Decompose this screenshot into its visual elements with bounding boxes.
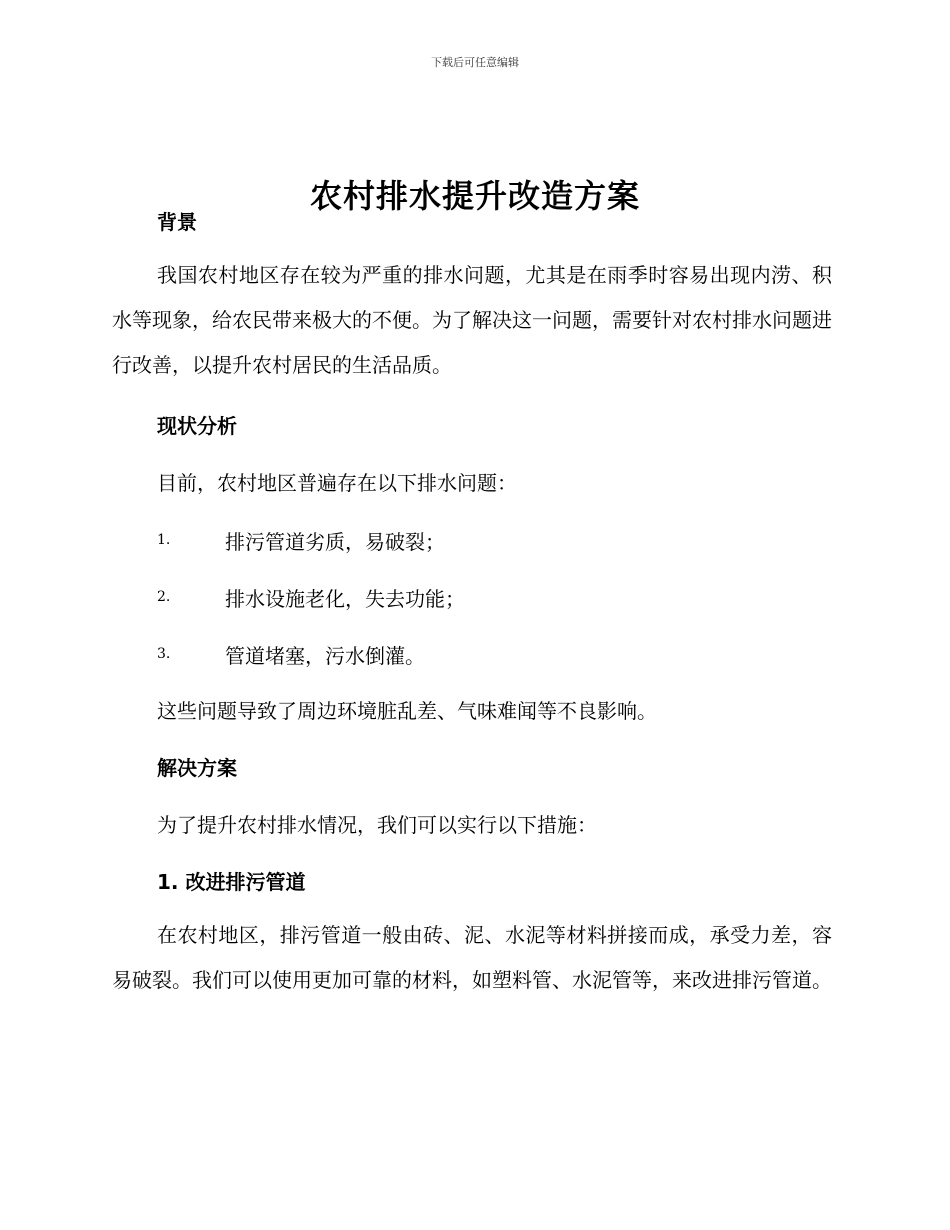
list-item-number: 3. <box>157 646 171 662</box>
list-item-text: 排污管道劣质，易破裂； <box>225 529 445 554</box>
list-item-text: 排水设施老化，失去功能； <box>225 586 465 611</box>
page-header-note: 下载后可任意编辑 <box>431 56 519 69</box>
analysis-intro: 目前，农村地区普遍存在以下排水问题： <box>157 471 517 495</box>
list-item <box>112 578 832 616</box>
list-item-number: 2. <box>157 589 171 605</box>
section-heading-solution: 解决方案 <box>157 756 237 780</box>
section-heading-analysis: 现状分析 <box>157 414 237 438</box>
list-item <box>112 635 832 673</box>
list-item-text: 管道堵塞，污水倒灌。 <box>225 643 425 668</box>
list-item <box>112 521 832 559</box>
subheading-improve-pipes: 1. 改进排污管道 <box>157 870 306 894</box>
section-heading-background: 背景 <box>157 210 197 234</box>
document-title: 农村排水提升改造方案 <box>309 177 640 216</box>
background-paragraph: 我国农村地区存在较为严重的排水问题，尤其是在雨季时容易出现内涝、积水等现象，给农民带来极大的不便。为了解决这一问题，需要针对农村排水问题进行改善，以提升农村居民的生活品质。 <box>112 263 832 377</box>
solution-paragraph: 在农村地区，排污管道一般由砖、泥、水泥等材料拼接而成，承受力差，容易破裂。我们可以使用更加可靠的材料，如塑料管、水泥管等，来改进排污管道。 <box>112 923 832 992</box>
document-body <box>112 203 832 1003</box>
analysis-conclusion: 这些问题导致了周边环境脏乱差、气味难闻等不良影响。 <box>157 699 657 723</box>
list-item-number: 1. <box>157 532 171 548</box>
solution-intro: 为了提升农村排水情况，我们可以实行以下措施： <box>157 813 597 837</box>
